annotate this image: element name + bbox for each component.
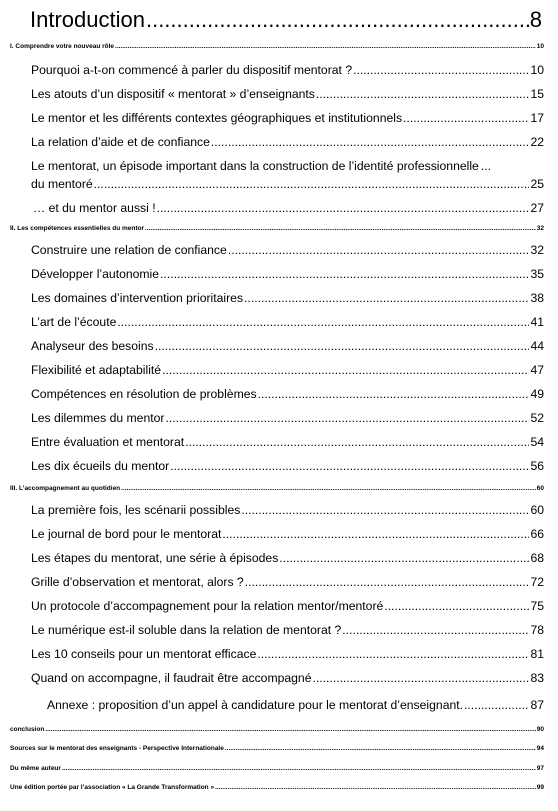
toc-entry-title: Un protocole d’accompagnement pour la relation mentor/mentoré xyxy=(31,599,384,613)
toc-section-part-2 xyxy=(10,224,544,234)
toc-entry-title: Les domaines d’intervention prioritaires xyxy=(31,291,244,305)
toc-section-du-meme-auteur xyxy=(10,764,544,774)
toc-entry xyxy=(31,110,544,126)
toc-entry-title: Les dix écueils du mentor xyxy=(31,459,170,473)
toc-entry-title: Les atouts d’un dispositif « mentorat » d’enseignants xyxy=(31,87,315,101)
toc-entry xyxy=(31,458,544,474)
toc-entry xyxy=(31,646,544,662)
toc-section-title: Du même auteur xyxy=(10,765,61,772)
toc-entry-page: 44 xyxy=(530,339,544,353)
toc-section-page: 99 xyxy=(536,784,544,791)
toc-entry-title: Annexe : proposition d’un appel à candidature pour le mentorat d’enseignant. xyxy=(47,698,464,712)
toc-entry-page: 52 xyxy=(530,411,544,425)
toc-entry xyxy=(31,338,544,354)
toc-entry-page: 17 xyxy=(530,111,544,125)
toc-entry-title: Pourquoi a-t-on commencé à parler du dispositif mentorat ? xyxy=(31,63,353,77)
toc-entry-title: Compétences en résolution de problèmes xyxy=(31,387,257,401)
toc-section-page: 97 xyxy=(536,765,544,772)
toc-entry-title: La relation d’aide et de confiance xyxy=(31,135,210,149)
toc-entry xyxy=(31,200,544,216)
toc-entry-multiline: Le mentorat, un épisode important dans la construction de l’identité professionnelle ... du mentoré ..... 25 xyxy=(31,158,544,192)
toc-entry xyxy=(31,290,544,306)
toc-entry-page: 35 xyxy=(530,267,544,281)
toc-entry xyxy=(31,86,544,102)
toc-entry-page: 8 xyxy=(529,7,542,32)
toc-section-page: 10 xyxy=(536,43,544,50)
toc-entry-title: Le mentor et les différents contextes géographiques et institutionnels xyxy=(31,111,403,125)
toc-section-title: Une édition portée par l’association « La Grande Transformation » xyxy=(10,784,215,791)
toc-section-title: I. Comprendre votre nouveau rôle xyxy=(10,43,115,50)
toc-entry xyxy=(31,502,544,518)
toc-entry-title: Les 10 conseils pour un mentorat efficace xyxy=(31,647,257,661)
toc-entry xyxy=(31,386,544,402)
toc-entry-title: Le numérique est-il soluble dans la relation de mentorat ? xyxy=(31,623,342,637)
toc-section-part-1 xyxy=(10,42,544,52)
toc-entry-title: Quand on accompagne, il faudrait être accompagné xyxy=(31,671,312,685)
toc-entry xyxy=(31,266,544,282)
toc-entry-page: 78 xyxy=(530,623,544,637)
toc-entry-page: 81 xyxy=(530,647,544,661)
toc-entry xyxy=(31,670,544,686)
toc-entry xyxy=(31,598,544,614)
toc-entry xyxy=(31,550,544,566)
toc-entry xyxy=(31,362,544,378)
toc-section-page: 90 xyxy=(536,726,544,733)
toc-entry-page: 47 xyxy=(530,363,544,377)
toc-entry-title: Les dilemmes du mentor xyxy=(31,411,165,425)
toc-entry xyxy=(31,574,544,590)
toc-entry-title: Flexibilité et adaptabilité xyxy=(31,363,162,377)
toc-entry-page: 25 xyxy=(530,177,544,191)
toc-entry xyxy=(31,526,544,542)
toc-section-title: III. L’accompagnement au quotidien xyxy=(10,485,121,492)
toc-entry-page: 10 xyxy=(530,63,544,77)
toc-entry xyxy=(31,62,544,78)
toc-entry-page: 83 xyxy=(530,671,544,685)
toc-section-edition xyxy=(10,783,544,793)
toc-entry-title: Le journal de bord pour le mentorat xyxy=(31,527,222,541)
toc-section-page: 94 xyxy=(536,745,544,752)
toc-entry-title: La première fois, les scénarii possibles xyxy=(31,503,241,517)
toc-entry-title: … et du mentor aussi ! xyxy=(33,201,156,215)
toc-section-title: conclusion xyxy=(10,726,45,733)
toc-entry-page: 41 xyxy=(530,315,544,329)
toc-entry xyxy=(31,134,544,150)
toc-entry-title-line-1: Le mentorat, un épisode important dans la construction de l’identité professionnelle xyxy=(31,159,479,173)
toc-section-page: 32 xyxy=(536,225,544,232)
toc-entry-page: 49 xyxy=(530,387,544,401)
toc-entry xyxy=(31,314,544,330)
toc-entry-title: Introduction xyxy=(30,7,145,32)
toc-entry-title: L’art de l’écoute xyxy=(31,315,117,329)
toc-entry-title: Les étapes du mentorat, une série à épisodes xyxy=(31,551,279,565)
toc-section-sources xyxy=(10,744,544,754)
toc-entry-page: 56 xyxy=(530,459,544,473)
toc-entry xyxy=(31,434,544,450)
toc-entry-page: 87 xyxy=(530,698,544,712)
toc-entry-page: 68 xyxy=(530,551,544,565)
toc-entry-page: 38 xyxy=(530,291,544,305)
toc-section-title: II. Les compétences essentielles du mentor xyxy=(10,225,145,232)
toc-entry-page: 15 xyxy=(530,87,544,101)
toc-entry-title: Entre évaluation et mentorat xyxy=(31,435,185,449)
toc-entry-title-line-2: du mentoré xyxy=(31,177,93,191)
toc-entry xyxy=(31,410,544,426)
toc-entry-page: 60 xyxy=(530,503,544,517)
toc-section-page: 60 xyxy=(536,485,544,492)
toc-entry-annexe xyxy=(47,697,544,713)
toc-entry-page: 54 xyxy=(530,435,544,449)
toc-entry-page: 66 xyxy=(530,527,544,541)
toc-entry-title: Construire une relation de confiance xyxy=(31,243,227,257)
toc-entry xyxy=(31,622,544,638)
toc-entry-page: 22 xyxy=(530,135,544,149)
toc-entry-page: 32 xyxy=(530,243,544,257)
toc-entry-title: Développer l’autonomie xyxy=(31,267,160,281)
toc-entry xyxy=(31,242,544,258)
toc-section-title: Sources sur le mentorat des enseignants - Perspective Internationale xyxy=(10,745,224,752)
toc-entry-page: 27 xyxy=(530,201,544,215)
toc-section-part-3 xyxy=(10,484,544,494)
toc-entry-introduction xyxy=(30,6,542,34)
toc-entry-title: Grille d’observation et mentorat, alors ? xyxy=(31,575,244,589)
toc-section-conclusion xyxy=(10,725,544,735)
toc-entry-page: 72 xyxy=(530,575,544,589)
toc-entry-page: 75 xyxy=(530,599,544,613)
toc-entry-title: Analyseur des besoins xyxy=(31,339,154,353)
